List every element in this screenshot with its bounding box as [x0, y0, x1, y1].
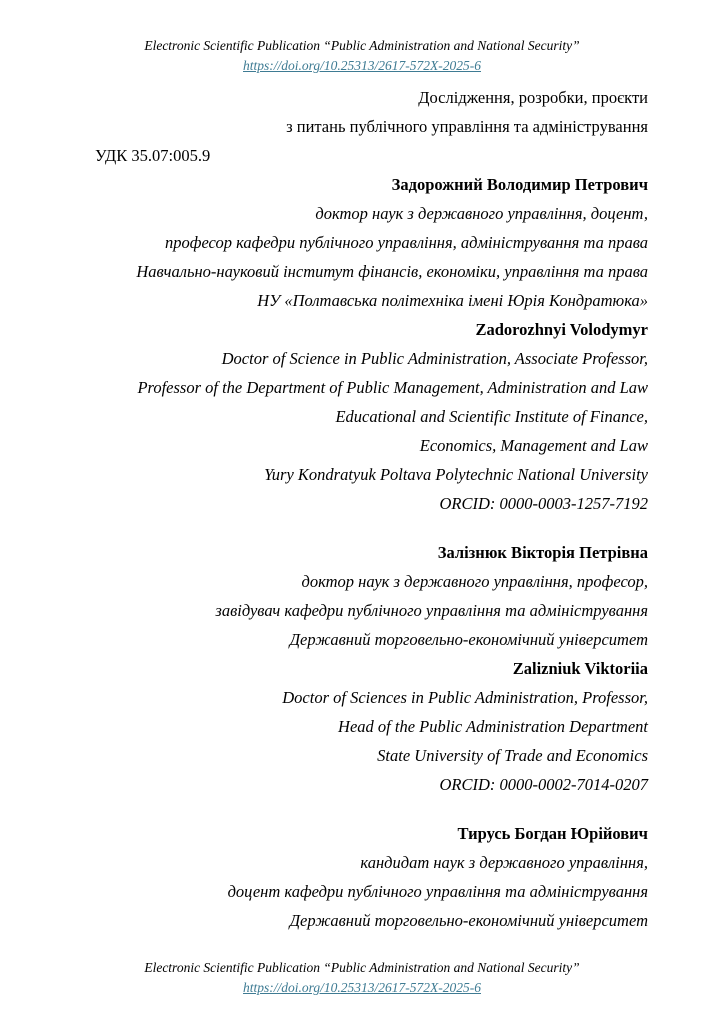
author-2-name-en: Zalizniuk Viktoriia	[512, 659, 648, 678]
page-footer	[0, 958, 724, 998]
author-2-name-ua: Залізнюк Вікторія Петрівна	[437, 543, 648, 562]
journal-title-header: Electronic Scientific Publication “Public Administration and National Security”	[144, 38, 580, 53]
document-body	[95, 83, 648, 935]
author-2-affiliation-en-line: Doctor of Sciences in Public Administration, Professor,	[282, 688, 648, 707]
author-1-affiliation-en-line: Doctor of Science in Public Administration, Associate Professor,	[221, 349, 648, 368]
author-2-affiliation-ua-line: завідувач кафедри публічного управління та адміністрування	[215, 601, 648, 620]
author-1-affiliation-ua-line: НУ «Полтавська політехніка імені Юрія Кондратюка»	[257, 291, 648, 310]
author-1-affiliation-en-line: Yury Kondratyuk Poltava Polytechnic National University	[264, 465, 648, 484]
author-1-affiliation-en-line: Educational and Scientific Institute of Finance,	[335, 407, 648, 426]
author-1-name-en: Zadorozhnyi Volodymyr	[475, 320, 648, 339]
author-2-affiliation-ua-line: доктор наук з державного управління, професор,	[301, 572, 648, 591]
block-spacer	[95, 518, 648, 538]
journal-title-footer: Electronic Scientific Publication “Public Administration and National Security”	[144, 960, 580, 975]
rubric-line-2: з питань публічного управління та адміністрування	[286, 117, 648, 136]
rubric-line-1: Дослідження, розробки, проєкти	[418, 88, 648, 107]
block-spacer	[95, 799, 648, 819]
author-1-affiliation-ua-line: доктор наук з державного управління, доцент,	[315, 204, 648, 223]
author-1-affiliation-en-line: Economics, Management and Law	[419, 436, 648, 455]
author-block-3	[95, 819, 648, 935]
author-3-affiliation-ua-line: Державний торговельно-економічний університет	[289, 911, 648, 930]
author-1-name-ua: Задорожний Володимир Петрович	[391, 175, 648, 194]
author-3-affiliation-ua-line: кандидат наук з державного управління,	[360, 853, 648, 872]
author-block-1	[95, 170, 648, 518]
author-2-affiliation-en-line: Head of the Public Administration Department	[338, 717, 648, 736]
author-1-affiliation-ua-line: професор кафедри публічного управління, адміністрування та права	[164, 233, 648, 252]
author-1-orcid: ORCID: 0000-0003-1257-7192	[439, 494, 648, 513]
author-3-name-ua: Тирусь Богдан Юрійович	[457, 824, 648, 843]
author-2-affiliation-en-line: State University of Trade and Economics	[377, 746, 648, 765]
author-1-affiliation-ua-line: Навчально-науковий інститут фінансів, економіки, управління та права	[136, 262, 648, 281]
udk-code: УДК 35.07:005.9	[95, 146, 211, 165]
doi-link-header[interactable]: https://doi.org/10.25313/2617-572X-2025-6	[243, 58, 481, 73]
author-1-affiliation-en-line: Professor of the Department of Public Management, Administration and Law	[137, 378, 648, 397]
doi-link-footer[interactable]: https://doi.org/10.25313/2617-572X-2025-6	[243, 980, 481, 995]
author-block-2	[95, 538, 648, 799]
author-2-orcid: ORCID: 0000-0002-7014-0207	[439, 775, 648, 794]
page-header	[0, 36, 724, 76]
author-3-affiliation-ua-line: доцент кафедри публічного управління та адміністрування	[227, 882, 648, 901]
author-2-affiliation-ua-line: Державний торговельно-економічний університет	[289, 630, 648, 649]
